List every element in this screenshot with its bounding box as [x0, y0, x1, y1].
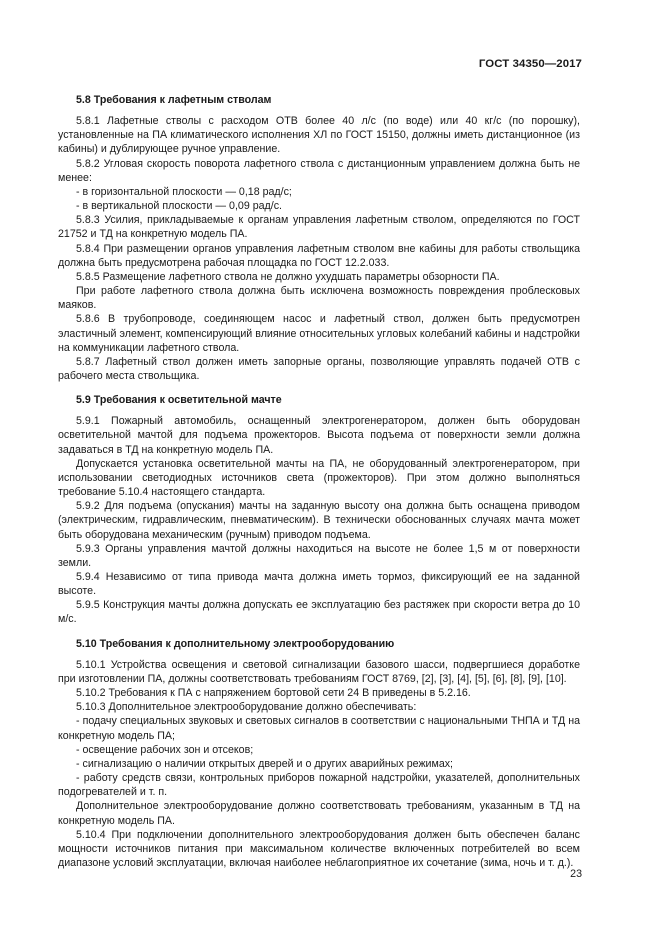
- paragraph: 5.10.2 Требования к ПА с напряжением бортовой сети 24 В приведены в 5.2.16.: [76, 687, 471, 700]
- document-body: [58, 93, 580, 870]
- section-heading: 5.9 Требования к осветительной мачте: [76, 394, 282, 407]
- paragraph: 5.10.1 Устройства освещения и световой сигнализации базового шасси, подвергшиеся доработке при изготовлении ПА, должны соответствовать требованиям ГОСТ 8769, [2], [3], [4], [5], [6], [8], [9], [10].: [58, 658, 580, 685]
- paragraph: 5.9.4 Независимо от типа привода мачта должна иметь тормоз, фиксирующий ее на заданной высоте.: [58, 571, 580, 598]
- section-heading: 5.8 Требования к лафетным стволам: [76, 94, 272, 106]
- list-item: - в вертикальной плоскости — 0,09 рад/с.: [76, 200, 282, 213]
- paragraph: 5.8.5 Размещение лафетного ствола не должно ухудшать параметры обзорности ПА.: [76, 270, 500, 283]
- paragraph: 5.9.3 Органы управления мачтой должны находиться на высоте не более 1,5 м от поверхности земли.: [58, 542, 580, 569]
- list-item: - сигнализацию о наличии открытых дверей и о других аварийных режимах;: [76, 757, 454, 770]
- paragraph: 5.8.7 Лафетный ствол должен иметь запорные органы, позволяющие управлять подачей ОТВ с рабочего места ствольщика.: [58, 355, 580, 382]
- paragraph: Дополнительное электрооборудование должно соответствовать требованиям, указанным в ТД на конкретную модель ПА.: [58, 800, 580, 827]
- list-item: - в горизонтальной плоскости — 0,18 рад/с;: [76, 185, 292, 198]
- list-item: - работу средств связи, контрольных приборов пожарной надстройки, указателей, дополнительных подогревателей и т. п.: [58, 772, 580, 799]
- section-heading: 5.10 Требования к дополнительному электрооборудованию: [76, 637, 395, 650]
- paragraph: 5.10.4 При подключении дополнительного электрооборудования должен быть обеспечен баланс мощности источников питания при максимальном количестве включенных потребителей во всем диапазоне условий эксплуатации, включая наиболее неблагоприятное их сочетание (зима, ночь и т. д.).: [58, 828, 580, 869]
- document-code-header: ГОСТ 34350—2017: [478, 58, 582, 70]
- paragraph: 5.9.1 Пожарный автомобиль, оснащенный электрогенератором, должен быть оборудован осветительной мачтой для подъема прожекторов. Высота подъема от поверхности земли должна задаваться в ТД на конкретную модель ПА.: [58, 415, 580, 456]
- list-item: - освещение рабочих зон и отсеков;: [76, 743, 254, 756]
- list-item: - подачу специальных звуковых и световых сигналов в соответствии с национальными ТНПА и ТД на конкретную модель ПА;: [58, 715, 580, 742]
- paragraph: 5.8.4 При размещении органов управления лафетным стволом вне кабины для работы ствольщика должна быть предусмотрена рабочая площадка по ГОСТ 12.2.033.: [58, 242, 580, 269]
- section-spacer: [58, 383, 580, 393]
- paragraph: 5.10.3 Дополнительное электрооборудование должно обеспечивать:: [76, 701, 417, 714]
- section-spacer: [58, 627, 580, 637]
- paragraph: 5.9.5 Конструкция мачты должна допускать ее эксплуатацию без растяжек при скорости ветра до 10 м/с.: [58, 599, 580, 626]
- paragraph: 5.8.2 Угловая скорость поворота лафетного ствола с дистанционным управлением должна быть не менее:: [58, 157, 580, 184]
- paragraph: 5.8.6 В трубопроводе, соединяющем насос и лафетный ствол, должен быть предусмотрен эластичный элемент, компенсирующий влияние относительных угловых колебаний кабины и надстройки на коммуникации лафетного ствола.: [58, 313, 580, 354]
- page-number: 23: [570, 868, 582, 880]
- paragraph: При работе лафетного ствола должна быть исключена возможность повреждения проблесковых маяков.: [58, 285, 580, 312]
- paragraph: 5.8.1 Лафетные стволы с расходом ОТВ более 40 л/с (по воде) или 40 кг/с (по порошку), установленные на ПА климатического исполнения ХЛ по ГОСТ 15150, должны иметь дистанционное (из кабины) и дублирующее ручное управление.: [58, 115, 580, 156]
- paragraph: 5.9.2 Для подъема (опускания) мачты на заданную высоту она должна быть оснащена приводом (электрическим, гидравлическим, пневматическим). В технически обоснованных случаях мачта может быть оборудована механическим (ручным) приводом подъема.: [58, 500, 580, 541]
- paragraph: 5.8.3 Усилия, прикладываемые к органам управления лафетным стволом, определяются по ГОСТ 21752 и ТД на конкретную модель ПА.: [58, 214, 580, 241]
- paragraph: Допускается установка осветительной мачты на ПА, не оборудованный электрогенератором, при использовании светодиодных источников света (прожекторов). При этом должно выполняться требование 5.10.4 настоящего стандарта.: [58, 457, 580, 499]
